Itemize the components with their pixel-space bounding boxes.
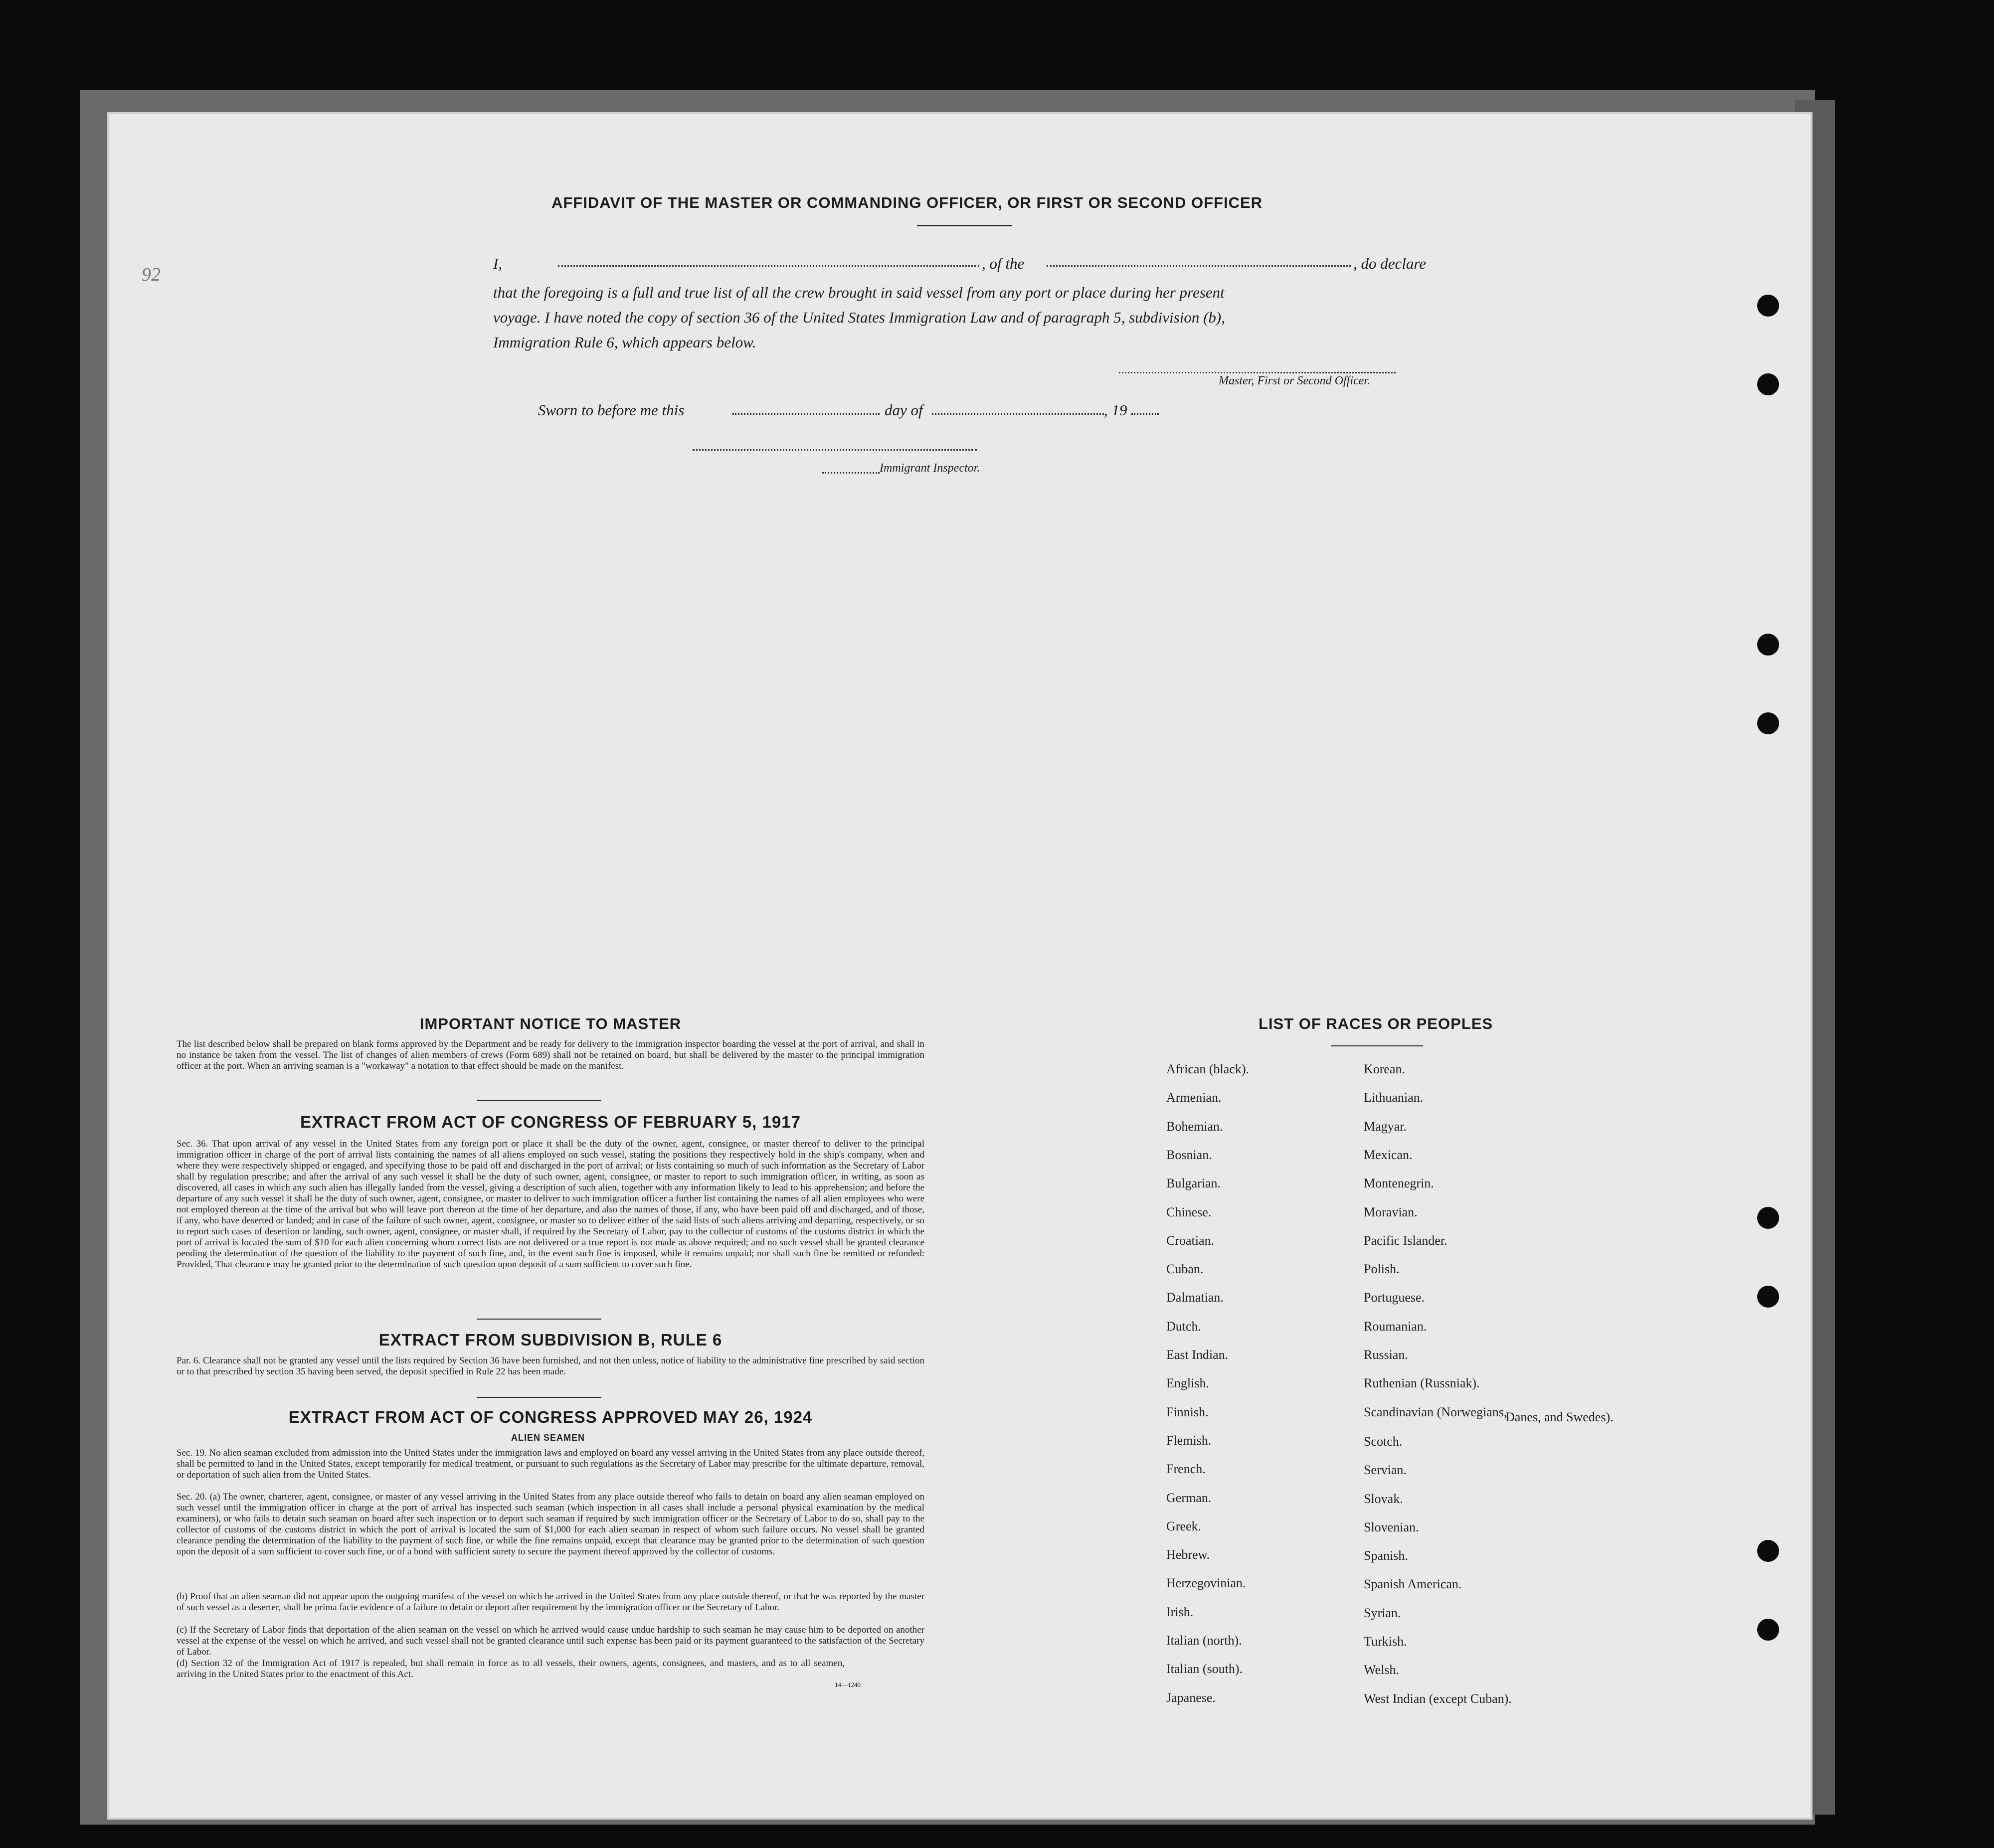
race-item: Scotch.	[1364, 1434, 1403, 1449]
sworn-year: , 19	[1104, 401, 1127, 419]
extract-1917-body: Sec. 36. That upon arrival of any vessel in the United States from any foreign port or place it shall be the duty of the owner, agent, consignee, or master thereof to deliver to the principal immigration officer in charge of the port of arrival lists containing the names of all aliens employed on such vessel, stating the positions they respectively hold in the ship's company, when and where they were respectively shipped or engaged, and specifying those to be paid off and discharged in the port of arrival; or lists containing so much of such information as the Secretary of Labor shall by regulation prescribe; and after the arrival of any such vessel it shall be the duty of such owner, agent, consignee, or master to report to such immigration officer, in writing, as soon as discovered, all cases in which any such alien has illegally landed from the vessel, giving a description of such alien, together with any information likely to lead to his apprehension; and before the departure of any such vessel it shall be the duty of such owner, agent, consignee, or master to deliver to such immigration officer a further list containing the names of all alien employees who were not employed thereon at the time of the arrival but who will leave port thereon at the time of her departure, and also the names of those, if any, who have been paid off and discharged, and of those, if any, who have deserted or landed; and in case of the failure of such owner, agent, consignee, or master so to deliver either of the said lists of such aliens arriving and departing, respectively, or so to report such cases of desertion or landing, such owner, agent, consignee, or master shall, if required by the Secretary of Labor, pay to the collector of customs of the customs district in which the port of arrival is located the sum of $10 for each alien concerning whom correct lists are not delivered or a true report is not made as above required; and no such vessel shall be granted clearance pending the determination of the question of the liability to the payment of such fine, and, in the event such fine is imposed, while it remains unpaid; nor shall such fine be remitted or refunded: Provided, That clearance may be granted prior to the determination of such question upon deposit of a sum sufficient to cover such fine.	[177, 1139, 924, 1270]
race-item: Slovak.	[1364, 1491, 1403, 1506]
affidavit-line-3: voyage. I have noted the copy of section 36 of the United States Immigration Law and of paragraph 5, subdivision (b),	[493, 309, 1225, 326]
notice-body: The list described below shall be prepared on blank forms approved by the Department and be ready for delivery to the immigration inspector boarding the vessel at the port of arrival, and shall in no instance be taken from the vessel. The list of changes of alien members of crews (Form 689) shall not be retained on board, but shall be delivered by the master to the principal immigration officer at the port. When an arriving seaman is a "workaway" a notation to that effect should be made on the manifest.	[177, 1039, 924, 1071]
rule-6-body: Par. 6. Clearance shall not be granted any vessel until the lists required by Section 36 have been furnished, and not then unless, notice of liability to the administrative fine prescribed by said section or to that prescribed by section 35 having been served, the deposit specified in Rule 22 has been made.	[177, 1355, 924, 1377]
punch-hole	[1757, 1619, 1779, 1641]
extract-1924-sec20a: Sec. 20. (a) The owner, charterer, agent, consignee, or master of any vessel arriving in the United States from any place outside thereof who fails to detain on board any alien seaman employed on such vessel until the immigration officer in charge at the port of arrival has inspected such seaman (which inspection in all cases shall include a personal physical examination by the medical examiners), or who fails to detain such seaman on board after such inspection or to deport such seaman if required by such immigration officer or the Secretary of Labor to do so, shall pay to the collector of customs of the customs district in which the port of arrival is located the sum of $1,000 for each alien seaman in respect of whom such failure occurs. No vessel shall be granted clearance pending the determination of the liability to the payment of such fine, or while the fine remains unpaid, except that clearance may be granted prior to the determination of such question upon the deposit of a sum sufficient to cover such fine, or of a bond with sufficient surety to secure the payment thereof approved by the collector of customs.	[177, 1492, 924, 1557]
races-rule	[1331, 1045, 1423, 1046]
inspector-signature-line	[693, 449, 977, 451]
sworn-day-blank	[732, 413, 880, 415]
extract-1924-sec20b: (b) Proof that an alien seaman did not appear upon the outgoing manifest of the vessel on which he arrived in the United States from any place outside thereof, or that he was reported by the master of such vessel as a deserter, shall be prima facie evidence of a failure to detain or deport after requirement by the immigration officer or the Secretary of Labor.	[177, 1591, 924, 1613]
document-page	[107, 112, 1813, 1820]
race-item: Turkish.	[1364, 1634, 1407, 1649]
race-item: Armenian.	[1166, 1090, 1222, 1105]
extract-1924-sec20c: (c) If the Secretary of Labor finds that deportation of the alien seaman on the vessel on which he arrived would cause undue hardship to such seaman he may cause him to be deported on another vessel at the expense of the vessel on which he arrived, and such vessel shall not be granted clearance until such expense has been paid or its payment guaranteed to the satisfaction of the Secretary of Labor.	[177, 1625, 924, 1657]
punch-hole	[1757, 1207, 1779, 1229]
race-item: Italian (south).	[1166, 1662, 1243, 1677]
sworn-year-blank	[1131, 413, 1159, 415]
affidavit-line-2: that the foregoing is a full and true list of all the crew brought in said vessel from any port or place during her present	[493, 284, 1225, 301]
race-item: Herzegovinian.	[1166, 1576, 1246, 1591]
race-item: Servian.	[1364, 1463, 1407, 1478]
race-item: Magyar.	[1364, 1119, 1407, 1134]
race-item: Ruthenian (Russniak).	[1364, 1376, 1480, 1391]
inspector-label: Immigrant Inspector.	[880, 462, 980, 475]
race-item: Mexican.	[1364, 1147, 1413, 1162]
race-item: French.	[1166, 1462, 1206, 1477]
notice-title: IMPORTANT NOTICE TO MASTER	[419, 1015, 682, 1032]
race-item: Bulgarian.	[1166, 1176, 1221, 1191]
name-blank	[558, 265, 979, 267]
extract-1924-title: EXTRACT FROM ACT OF CONGRESS APPROVED MAY 26, 1924	[288, 1408, 813, 1426]
race-item: Syrian.	[1364, 1605, 1401, 1620]
extract-1917-rule	[477, 1319, 601, 1320]
rule-6-rule	[477, 1397, 601, 1398]
notice-rule	[477, 1100, 601, 1101]
races-title: LIST OF RACES OR PEOPLES	[1258, 1015, 1493, 1032]
affidavit-of-the: , of the	[982, 255, 1025, 272]
punch-hole	[1757, 712, 1779, 734]
race-item: East Indian.	[1166, 1347, 1229, 1362]
race-item: African (black).	[1166, 1062, 1250, 1076]
race-item: Korean.	[1364, 1062, 1406, 1076]
race-item: Roumanian.	[1364, 1319, 1427, 1334]
extract-1924-subtitle: ALIEN SEAMEN	[511, 1433, 585, 1443]
race-item: Welsh.	[1364, 1663, 1399, 1678]
race-item: Croatian.	[1166, 1233, 1215, 1248]
race-item: Flemish.	[1166, 1433, 1212, 1448]
title-rule	[917, 225, 1012, 226]
punch-hole	[1757, 1540, 1779, 1562]
form-number: 14—1240	[835, 1681, 861, 1688]
extract-1917-title: EXTRACT FROM ACT OF CONGRESS OF FEBRUARY 5, 1917	[300, 1113, 801, 1131]
punch-hole	[1757, 373, 1779, 395]
race-item: Italian (north).	[1166, 1633, 1242, 1648]
master-signature-label: Master, First or Second Officer.	[1219, 374, 1370, 387]
affidavit-line-4: Immigration Rule 6, which appears below.	[493, 334, 756, 351]
race-item-cont: Danes, and Swedes).	[1505, 1410, 1614, 1424]
inspector-short-line	[822, 472, 880, 474]
race-item: English.	[1166, 1376, 1209, 1391]
race-item: Dutch.	[1166, 1319, 1202, 1334]
race-item: Spanish American.	[1364, 1577, 1462, 1592]
race-item: Finnish.	[1166, 1404, 1209, 1419]
race-item: Hebrew.	[1166, 1547, 1210, 1562]
race-item: Portuguese.	[1364, 1290, 1425, 1305]
vessel-blank	[1047, 265, 1351, 267]
race-item: West Indian (except Cuban).	[1364, 1691, 1512, 1706]
master-signature-line	[1119, 372, 1396, 373]
race-item: Irish.	[1166, 1604, 1194, 1619]
race-item: Bohemian.	[1166, 1119, 1223, 1134]
race-item: Japanese.	[1166, 1690, 1216, 1705]
sworn-day-of: day of	[885, 401, 923, 419]
race-item: Spanish.	[1364, 1548, 1408, 1563]
race-item: Moravian.	[1364, 1204, 1418, 1219]
affidavit-declare: , do declare	[1353, 255, 1427, 272]
race-item: Pacific Islander.	[1364, 1233, 1448, 1248]
punch-hole	[1757, 634, 1779, 656]
affidavit-i: I,	[493, 255, 503, 272]
race-item: Russian.	[1364, 1347, 1408, 1362]
margin-mark: 92	[142, 264, 161, 285]
sworn-prefix: Sworn to before me this	[538, 401, 685, 419]
race-item: Scandinavian (Norwegians,	[1364, 1404, 1507, 1419]
rule-6-title: EXTRACT FROM SUBDIVISION B, RULE 6	[378, 1331, 723, 1349]
race-item: Chinese.	[1166, 1204, 1212, 1219]
race-item: German.	[1166, 1490, 1212, 1505]
race-item: Bosnian.	[1166, 1147, 1212, 1162]
extract-1924-sec20d: (d) Section 32 of the Immigration Act of 1917 is repealed, but shall remain in force as to all vessels, their owners, agents, consignees, and masters, and as to all seamen, arriving in the United States prior to the enactment of this Act.	[177, 1658, 845, 1680]
race-item: Montenegrin.	[1364, 1176, 1434, 1191]
punch-hole	[1757, 295, 1779, 317]
sworn-month-blank	[932, 413, 1104, 415]
punch-hole	[1757, 1286, 1779, 1308]
race-item: Greek.	[1166, 1518, 1202, 1533]
race-item: Slovenian.	[1364, 1519, 1419, 1534]
race-item: Cuban.	[1166, 1262, 1204, 1277]
race-item: Lithuanian.	[1364, 1090, 1424, 1105]
race-item: Polish.	[1364, 1262, 1400, 1277]
race-item: Dalmatian.	[1166, 1290, 1224, 1305]
affidavit-title: AFFIDAVIT OF THE MASTER OR COMMANDING OFFICER, OR FIRST OR SECOND OFFICER	[551, 194, 1263, 211]
extract-1924-sec19: Sec. 19. No alien seaman excluded from admission into the United States under the immigration laws and employed on board any vessel arriving in the United States from any place outside thereof, shall be permitted to land in the United States, except temporarily for medical treatment, or pursuant to such regulations as the Secretary of Labor may prescribe for the ultimate departure, removal, or deportation of such alien from the United States.	[177, 1448, 924, 1480]
